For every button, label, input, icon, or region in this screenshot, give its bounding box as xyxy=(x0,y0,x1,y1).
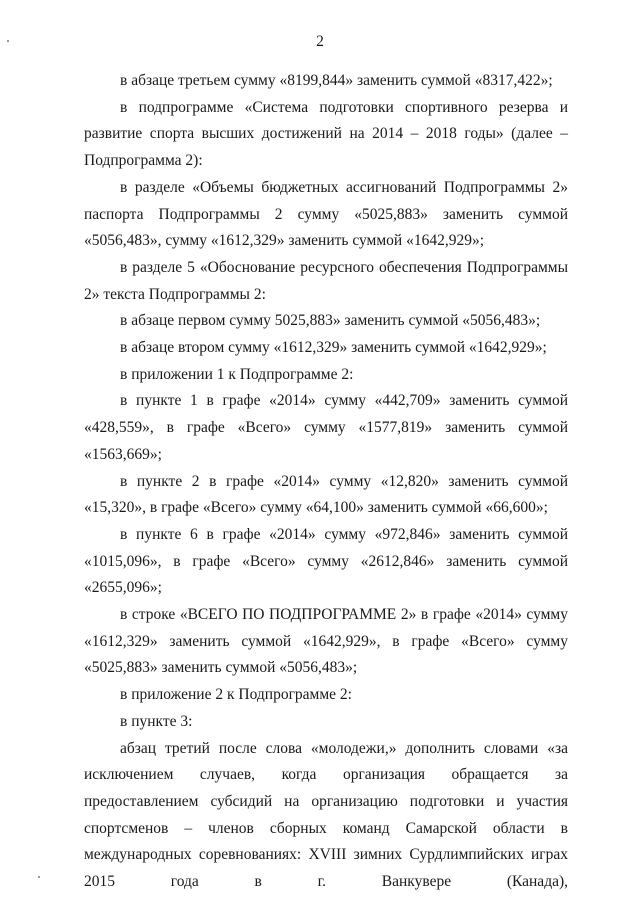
paragraph: в абзаце втором сумму «1612,329» заменить суммой «1642,929»; xyxy=(120,339,547,357)
paragraph: в приложении 1 к Подпрограмме 2: xyxy=(120,365,354,383)
paragraph: в пункте 3: xyxy=(120,712,193,730)
scan-speck xyxy=(7,40,9,42)
paragraph: абзац третий после слова «молодежи,» дополнить словами «за исключением случаев, когда организация обращается за предоставлением субсидий на организацию подготовки и участия спортсменов – членов сборных команд Самарской области в международных соревнованиях: XVIII зимних Сурдлимпийских играх 2015 года в г. Ванкувере (Канада), xyxy=(84,739,568,891)
paragraph: в пункте 6 в графе «2014» сумму «972,846» заменить суммой «1015,096», в графе «Всего» сумму «2612,846» заменить суммой «2655,096»; xyxy=(84,525,568,597)
paragraph: в подпрограмме «Система подготовки спортивного резерва и развитие спорта высших достижений на 2014 – 2018 годы» (далее – Подпрограмма 2): xyxy=(84,98,568,170)
paragraph: в пункте 2 в графе «2014» сумму «12,820» заменить суммой «15,320», в графе «Всего» сумму «64,100» заменить суммой «66,600»; xyxy=(84,472,568,517)
paragraph: в абзаце третьем сумму «8199,844» заменить суммой «8317,422»; xyxy=(120,72,553,89)
scan-speck xyxy=(38,876,40,878)
page-number: 2 xyxy=(316,33,324,50)
paragraph: в пункте 1 в графе «2014» сумму «442,709» заменить суммой «428,559», в графе «Всего» сумму «1577,819» заменить суммой «1563,669»; xyxy=(84,392,568,463)
document-body xyxy=(84,68,568,896)
paragraph: в разделе «Объемы бюджетных ассигнований Подпрограммы 2» паспорта Подпрограммы 2 сумму «5025,883» заменить суммой «5056,483», сумму «1612,329» заменить суммой «1642,929»; xyxy=(84,178,568,250)
paragraph: в разделе 5 «Обоснование ресурсного обеспечения Подпрограммы 2» текста Подпрограммы 2: xyxy=(84,258,568,303)
paragraph: в приложение 2 к Подпрограмме 2: xyxy=(120,686,352,704)
paragraph: в строке «ВСЕГО ПО ПОДПРОГРАММЕ 2» в графе «2014» сумму «1612,329» заменить суммой «1642,929», в графе «Всего» сумму «5025,883» заменить суммой «5056,483»; xyxy=(84,606,568,677)
paragraph: в абзаце первом сумму 5025,883» заменить суммой «5056,483»; xyxy=(120,312,541,330)
